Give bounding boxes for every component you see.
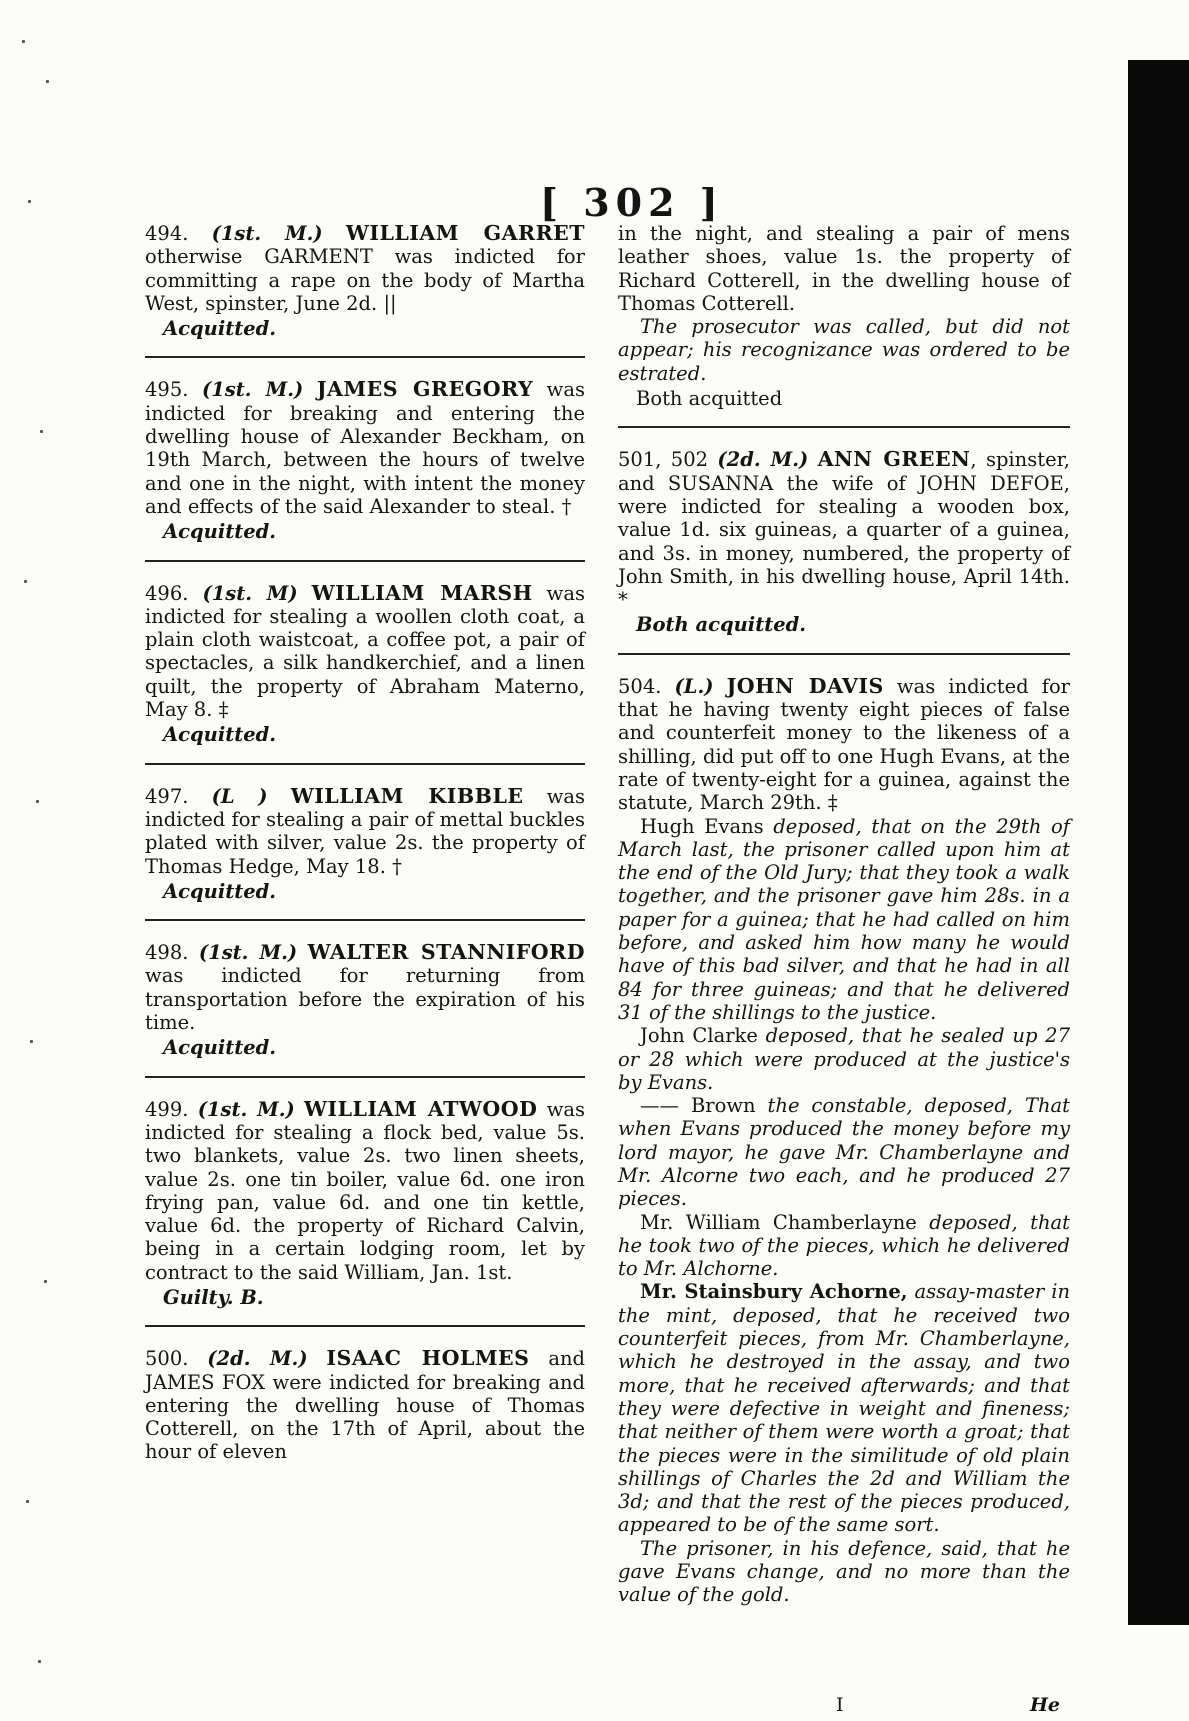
verdict: Acquitted. — [163, 1036, 277, 1060]
court-session: (1st. M.) — [201, 378, 304, 402]
witness-name: John Clarke — [640, 1024, 758, 1048]
defendant-name: WILLIAM KIBBLE — [290, 783, 524, 808]
case-mark: † — [392, 854, 402, 878]
case-number: 501, 502 — [618, 448, 709, 472]
defendant-name: JAMES GREGORY — [316, 377, 534, 402]
case-text: was indicted for stealing a flock bed, value 5s. two blankets, value 2s. two linen sheets, value 2s. one tin boiler, value 6d. one iron frying pan, value 6d. and one tin kettle, value 6d. the property of Richard Calvin, being in a certain lodging room, let by contract to the said William, Jan. 1st. — [145, 1097, 586, 1284]
section-rule — [145, 356, 585, 358]
case-mark: * — [618, 588, 628, 612]
testimony — [618, 815, 1070, 1025]
testimony-text: deposed, that he took two of the pieces, which he delivered to Mr. Alchorne. — [618, 1210, 1071, 1281]
case-number: 500. — [145, 1347, 189, 1371]
section-rule — [145, 1325, 585, 1327]
catchword: He — [1029, 1694, 1060, 1716]
prisoner-defence: The prisoner, in his defence, said, that he gave Evans change, and no more than the value of the gold. — [618, 1536, 1070, 1607]
case-text: was indicted for stealing a pair of mettal buckles plated with silver, value 2s. the property of Thomas Hedge, May 18. — [145, 784, 586, 878]
case-text: and JAMES FOX were indicted for breaking and entering the dwelling house of Thomas Cotterell, on the 17th of April, about the hour of eleven — [145, 1347, 586, 1464]
case-number: 495. — [145, 378, 189, 402]
witness-name: —— Brown — [640, 1094, 756, 1118]
signature-mark: I — [836, 1694, 844, 1716]
case-entry-494 — [145, 222, 585, 340]
case-text: in the night, and stealing a pair of mens leather shoes, value 1s. the property of Richard Cotterell, in the dwelling house of Thomas Cotterell. — [618, 222, 1070, 315]
scan-noise — [18, 20, 58, 1700]
case-mark: ‡ — [827, 791, 838, 815]
defendant-name: ANN GREEN — [817, 447, 971, 472]
defendant-name: WILLIAM MARSH — [311, 580, 533, 605]
right-column — [618, 222, 1070, 1607]
section-rule — [145, 1076, 585, 1078]
case-entry-498 — [145, 941, 585, 1059]
case-text: , spinster, and SUSANNA the wife of JOHN DEFOE, were indicted for stealing a wooden box, value 1d. six guineas, a quarter of a guinea, and 3s. in money, numbered, the property of John Smith, in his dwelling house, April 14th. — [618, 448, 1070, 588]
court-session: (1st. M.) — [197, 1097, 295, 1121]
witness-name: Mr. William Chamberlayne — [640, 1210, 917, 1234]
testimony-text: assay-master in the mint, deposed, that he received two counterfeit pieces, from Mr. Chamberlayne, which he destroyed in the assay, and two more, that he received afterwards; and that they were defective in weight and fineness; that neither of them were worth a groat; that the pieces were in the similitude of old plain shillings of Charles the 2d and William the 3d; and that the rest of the pieces produced, appeared to be of the same sort. — [618, 1280, 1070, 1537]
court-session: (2d. M.) — [207, 1347, 308, 1371]
case-entry-504 — [618, 675, 1070, 1607]
verdict: Acquitted. — [163, 723, 277, 747]
testimony — [618, 1094, 1070, 1210]
testimony-text: deposed, that he sealed up 27 or 28 which were produced at the justice's by Evans. — [618, 1024, 1070, 1094]
testimony-text: the constable, deposed, That when Evans produced the money before my lord mayor, he gave Mr. Chamberlayne and Mr. Alcorne two each, and he produced 27 pieces. — [618, 1094, 1070, 1211]
defendant-name: JOHN DAVIS — [726, 673, 884, 698]
case-text: was indicted for returning from transportation before the expiration of his time. — [145, 964, 585, 1035]
court-session: (L ) — [211, 784, 268, 808]
court-session: (1st. M.) — [198, 941, 298, 965]
case-entry-501-502 — [618, 448, 1070, 636]
defendant-name: ISAAC HOLMES — [326, 1346, 530, 1371]
case-text: otherwise GARMENT was indicted for committing a rape on the body of Martha West, spinster, June 2d. — [145, 245, 585, 315]
case-text: was indicted for breaking and entering the dwelling house of Alexander Beckham, on 19th March, between the hours of twelve and one in the night, with intent the money and effects of the said Alexander to steal. — [145, 378, 585, 518]
case-text: was indicted for that he having twenty eight pieces of false and counterfeit money to the likeness of a shilling, did put off to one Hugh Evans, at the rate of twenty-eight for a guinea, against the statute, March 29th. — [618, 674, 1071, 815]
court-session: (L.) — [674, 674, 714, 698]
testimony — [618, 1024, 1070, 1094]
section-rule — [145, 919, 585, 921]
section-rule — [145, 560, 585, 562]
case-mark: || — [383, 291, 397, 315]
case-number: 494. — [145, 222, 189, 245]
prosecutor-note: The prosecutor was called, but did not appear; his recognizance was ordered to be estrated. — [618, 315, 1070, 385]
verdict: Acquitted. — [163, 879, 277, 903]
defendant-name: WILLIAM ATWOOD — [304, 1096, 538, 1121]
defendant-name: WILLIAM GARRET — [345, 221, 585, 245]
case-entry-497 — [145, 785, 585, 903]
case-number: 504. — [618, 674, 662, 698]
section-rule — [145, 763, 585, 765]
court-session: (1st. M) — [202, 581, 298, 605]
witness-name: Hugh Evans — [640, 814, 764, 838]
case-entry-496 — [145, 582, 585, 747]
case-number: 499. — [145, 1097, 189, 1121]
case-entry-495 — [145, 378, 585, 543]
case-entry-499 — [145, 1098, 585, 1310]
court-session: (1st. M.) — [211, 222, 323, 245]
case-entry-500 — [145, 1347, 585, 1463]
page-number: [ 302 ] — [540, 180, 724, 225]
verdict: Acquitted. — [163, 520, 277, 544]
case-mark: † — [561, 494, 572, 518]
verdict: Both acquitted. — [636, 613, 807, 637]
verdict: Both acquitted — [636, 387, 783, 411]
case-number: 498. — [145, 941, 189, 965]
defendant-name: WALTER STANNIFORD — [307, 940, 585, 965]
section-rule — [618, 653, 1070, 655]
case-mark: ‡ — [218, 698, 229, 722]
left-column — [145, 222, 585, 1464]
witness-name: Mr. Stainsbury Achorne, — [640, 1280, 908, 1304]
court-session: (2d. M.) — [717, 448, 809, 472]
case-text: was indicted for stealing a woollen cloth coat, a plain cloth waistcoat, a coffee pot, a pair of spectacles, a silk handkerchief, and a linen quilt, the property of Abraham Materno, May 8. — [145, 581, 585, 722]
scan-margin-bar — [1128, 60, 1189, 1625]
testimony — [618, 1211, 1070, 1281]
testimony — [618, 1280, 1070, 1536]
case-number: 496. — [145, 581, 189, 605]
testimony-text: deposed, that on the 29th of March last, the prisoner called upon him at the end of the Old Jury; that they took a walk together, and the prisoner gave him 28s. in a paper for a guinea; that he had called on him before, and asked him how many he would have of this bad silver, and that he had in all 84 for three guineas; and that he delivered 31 of the shillings to the justice. — [618, 814, 1070, 1024]
verdict: Guilty. B. — [163, 1285, 264, 1309]
verdict: Acquitted. — [163, 317, 277, 341]
section-rule — [618, 426, 1070, 428]
case-entry-500-continued — [618, 222, 1070, 410]
case-number: 497. — [145, 784, 189, 808]
